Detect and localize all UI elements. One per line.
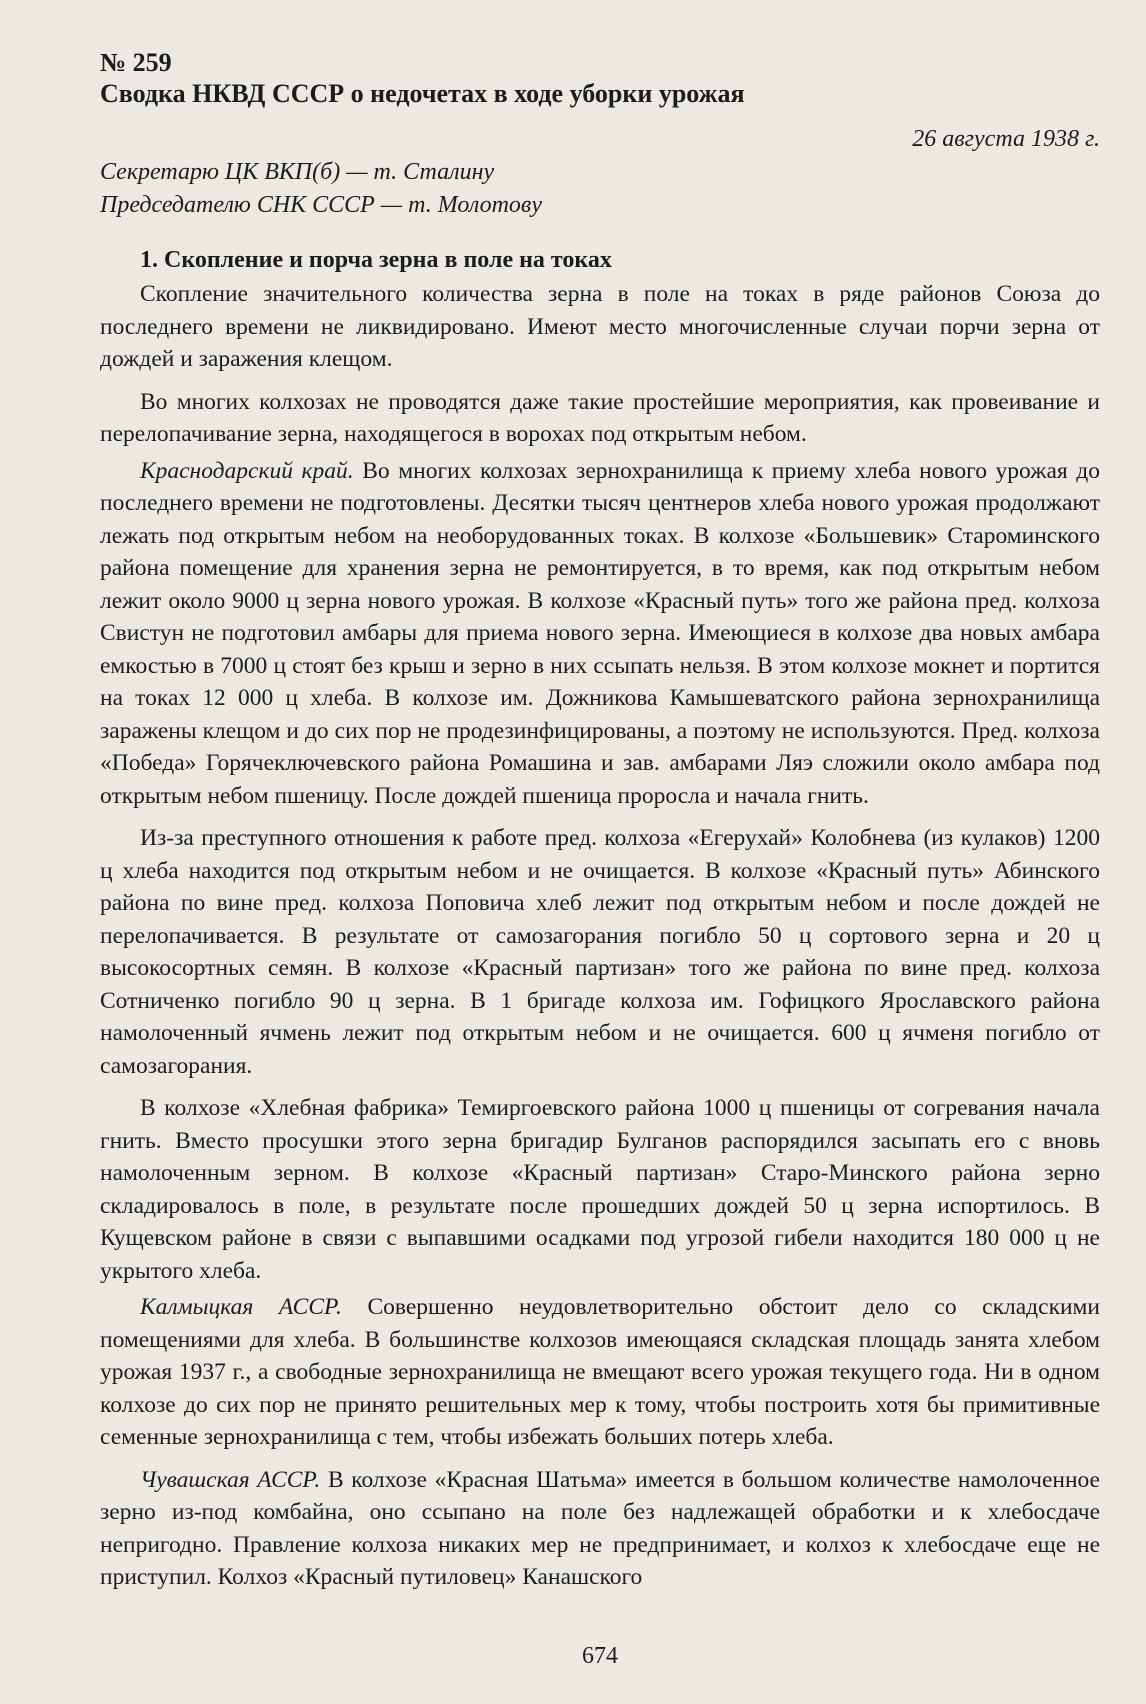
body-text [100, 278, 1100, 1594]
paragraph-text: Скопление значительного количества зерна в поле на токах в ряде районов Союза до последнего времени не ликвидировано. Имеют место многочисленные случаи порчи зерна от дождей и заражения клещом. [100, 281, 1100, 372]
paragraph-text: Из-за преступного отношения к работе пред. колхоза «Егерухай» Колобнева (из кулаков) 1200 ц хлеба находится под открытым небом и не очищается. В колхозе «Красный путь» Абинского района по вине пред. колхоза Поповича хлеб лежит под открытым небом и после дождей не перелопачивается. В результате от самозагорания погибло 50 ц сортового зерна и 20 ц высокосортных семян. В колхозе «Красный партизан» того же района по вине пред. колхоза Сотниченко погибло 90 ц зерна. В 1 бригаде колхоза им. Гофицкого Ярославского района намолоченный ячмень лежит под открытым небом и не очищается. 600 ц ячменя погибло от самозагорания. [100, 825, 1100, 1079]
region-label: Краснодарский край. [140, 457, 354, 484]
document-number: № 259 [100, 48, 172, 77]
region-label: Чувашская АССР. [140, 1466, 321, 1493]
addressee-molotov: Председателю СНК СССР — т. Молотову [100, 192, 542, 218]
paragraph [100, 822, 1100, 1082]
paragraph [100, 278, 1100, 376]
paragraph [100, 386, 1100, 451]
paragraph [100, 1092, 1100, 1287]
paragraph-text: Во многих колхозах не проводятся даже такие простейшие мероприятия, как провеивание и перелопачивание зерна, находящегося в ворохах под открытым небом. [100, 388, 1100, 447]
paragraph [100, 1291, 1100, 1454]
document-page [100, 48, 1101, 1669]
document-date: 26 августа 1938 г. [912, 126, 1100, 152]
page-number: 674 [582, 1643, 618, 1669]
paragraph-text: В колхозе «Хлебная фабрика» Темиргоевского района 1000 ц пшеницы от согревания начала гнить. Вместо просушки этого зерна бригадир Булганов распорядился засыпать его с вновь намолоченным зерном. В колхозе «Красный партизан» Старо-Минского района зерно складировалось в поле, в результате после прошедших дождей 50 ц зерна испортилось. В Кущевском районе в связи с выпавшими осадками под угрозой гибели находится 180 000 ц не укрытого хлеба. [100, 1095, 1100, 1284]
paragraph [100, 1464, 1100, 1594]
paragraph [100, 455, 1100, 813]
document-title: Сводка НКВД СССР о недочетах в ходе уборки урожая [100, 79, 745, 108]
region-label: Калмыцкая АССР. [140, 1294, 342, 1320]
addressee-stalin: Секретарю ЦК ВКП(б) — т. Сталину [100, 159, 495, 185]
paragraph-text: Совершенно неудовлетворительно обстоит дело со складскими помещениями для хлеба. В большинстве колхозов имеющаяся складская площадь занята хлебом урожая 1937 г., а свободные зернохранилища не вмещают всего урожая текущего года. Ни в одном колхозе до сих пор не принято решительных мер к тому, чтобы построить хотя бы примитивные семенные зернохранилища с тем, чтобы избежать больших потерь хлеба. [100, 1294, 1101, 1450]
paragraph-text: Во многих колхозах зернохранилища к приему хлеба нового урожая до последнего времени не подготовлены. Десятки тысяч центнеров хлеба нового урожая продолжают лежать под открытым небом на необорудованных токах. В колхозе «Большевик» Староминского района помещение для хранения зерна не ремонтируется, в то время, как под открытым небом лежит около 9000 ц зерна нового урожая. В колхозе «Красный путь» того же района пред. колхоза Свистун не подготовил амбары для приема нового зерна. Имеющиеся в колхозе два новых амбара емкостью в 7000 ц стоят без крыш и зерно в них ссыпать нельзя. В этом колхозе мокнет и портится на токах 12 000 ц хлеба. В колхозе им. Дожникова Камышеватского района зернохранилища заражены клещом и до сих пор не продезинфицированы, а поэтому не используются. Пред. колхоза «Победа» Горячеключевского района Ромашина и зав. амбарами Ляэ сложили около амбара под открытым небом пшеницу. После дождей пшеница проросла и начала гнить. [100, 457, 1100, 809]
section-heading: 1. Скопление и порча зерна в поле на токах [140, 247, 612, 273]
paragraph-text: В колхозе «Красная Шатьма» имеется в большом количестве намолоченное зерно из-под комбайна, оно ссыпано на поле без надлежащей обработки и к хлебосдаче непригодно. Правление колхоза никаких мер не предпринимает, и колхоз к хлебосдаче еще не приступил. Колхоз «Красный путиловец» Канашского [100, 1466, 1100, 1590]
